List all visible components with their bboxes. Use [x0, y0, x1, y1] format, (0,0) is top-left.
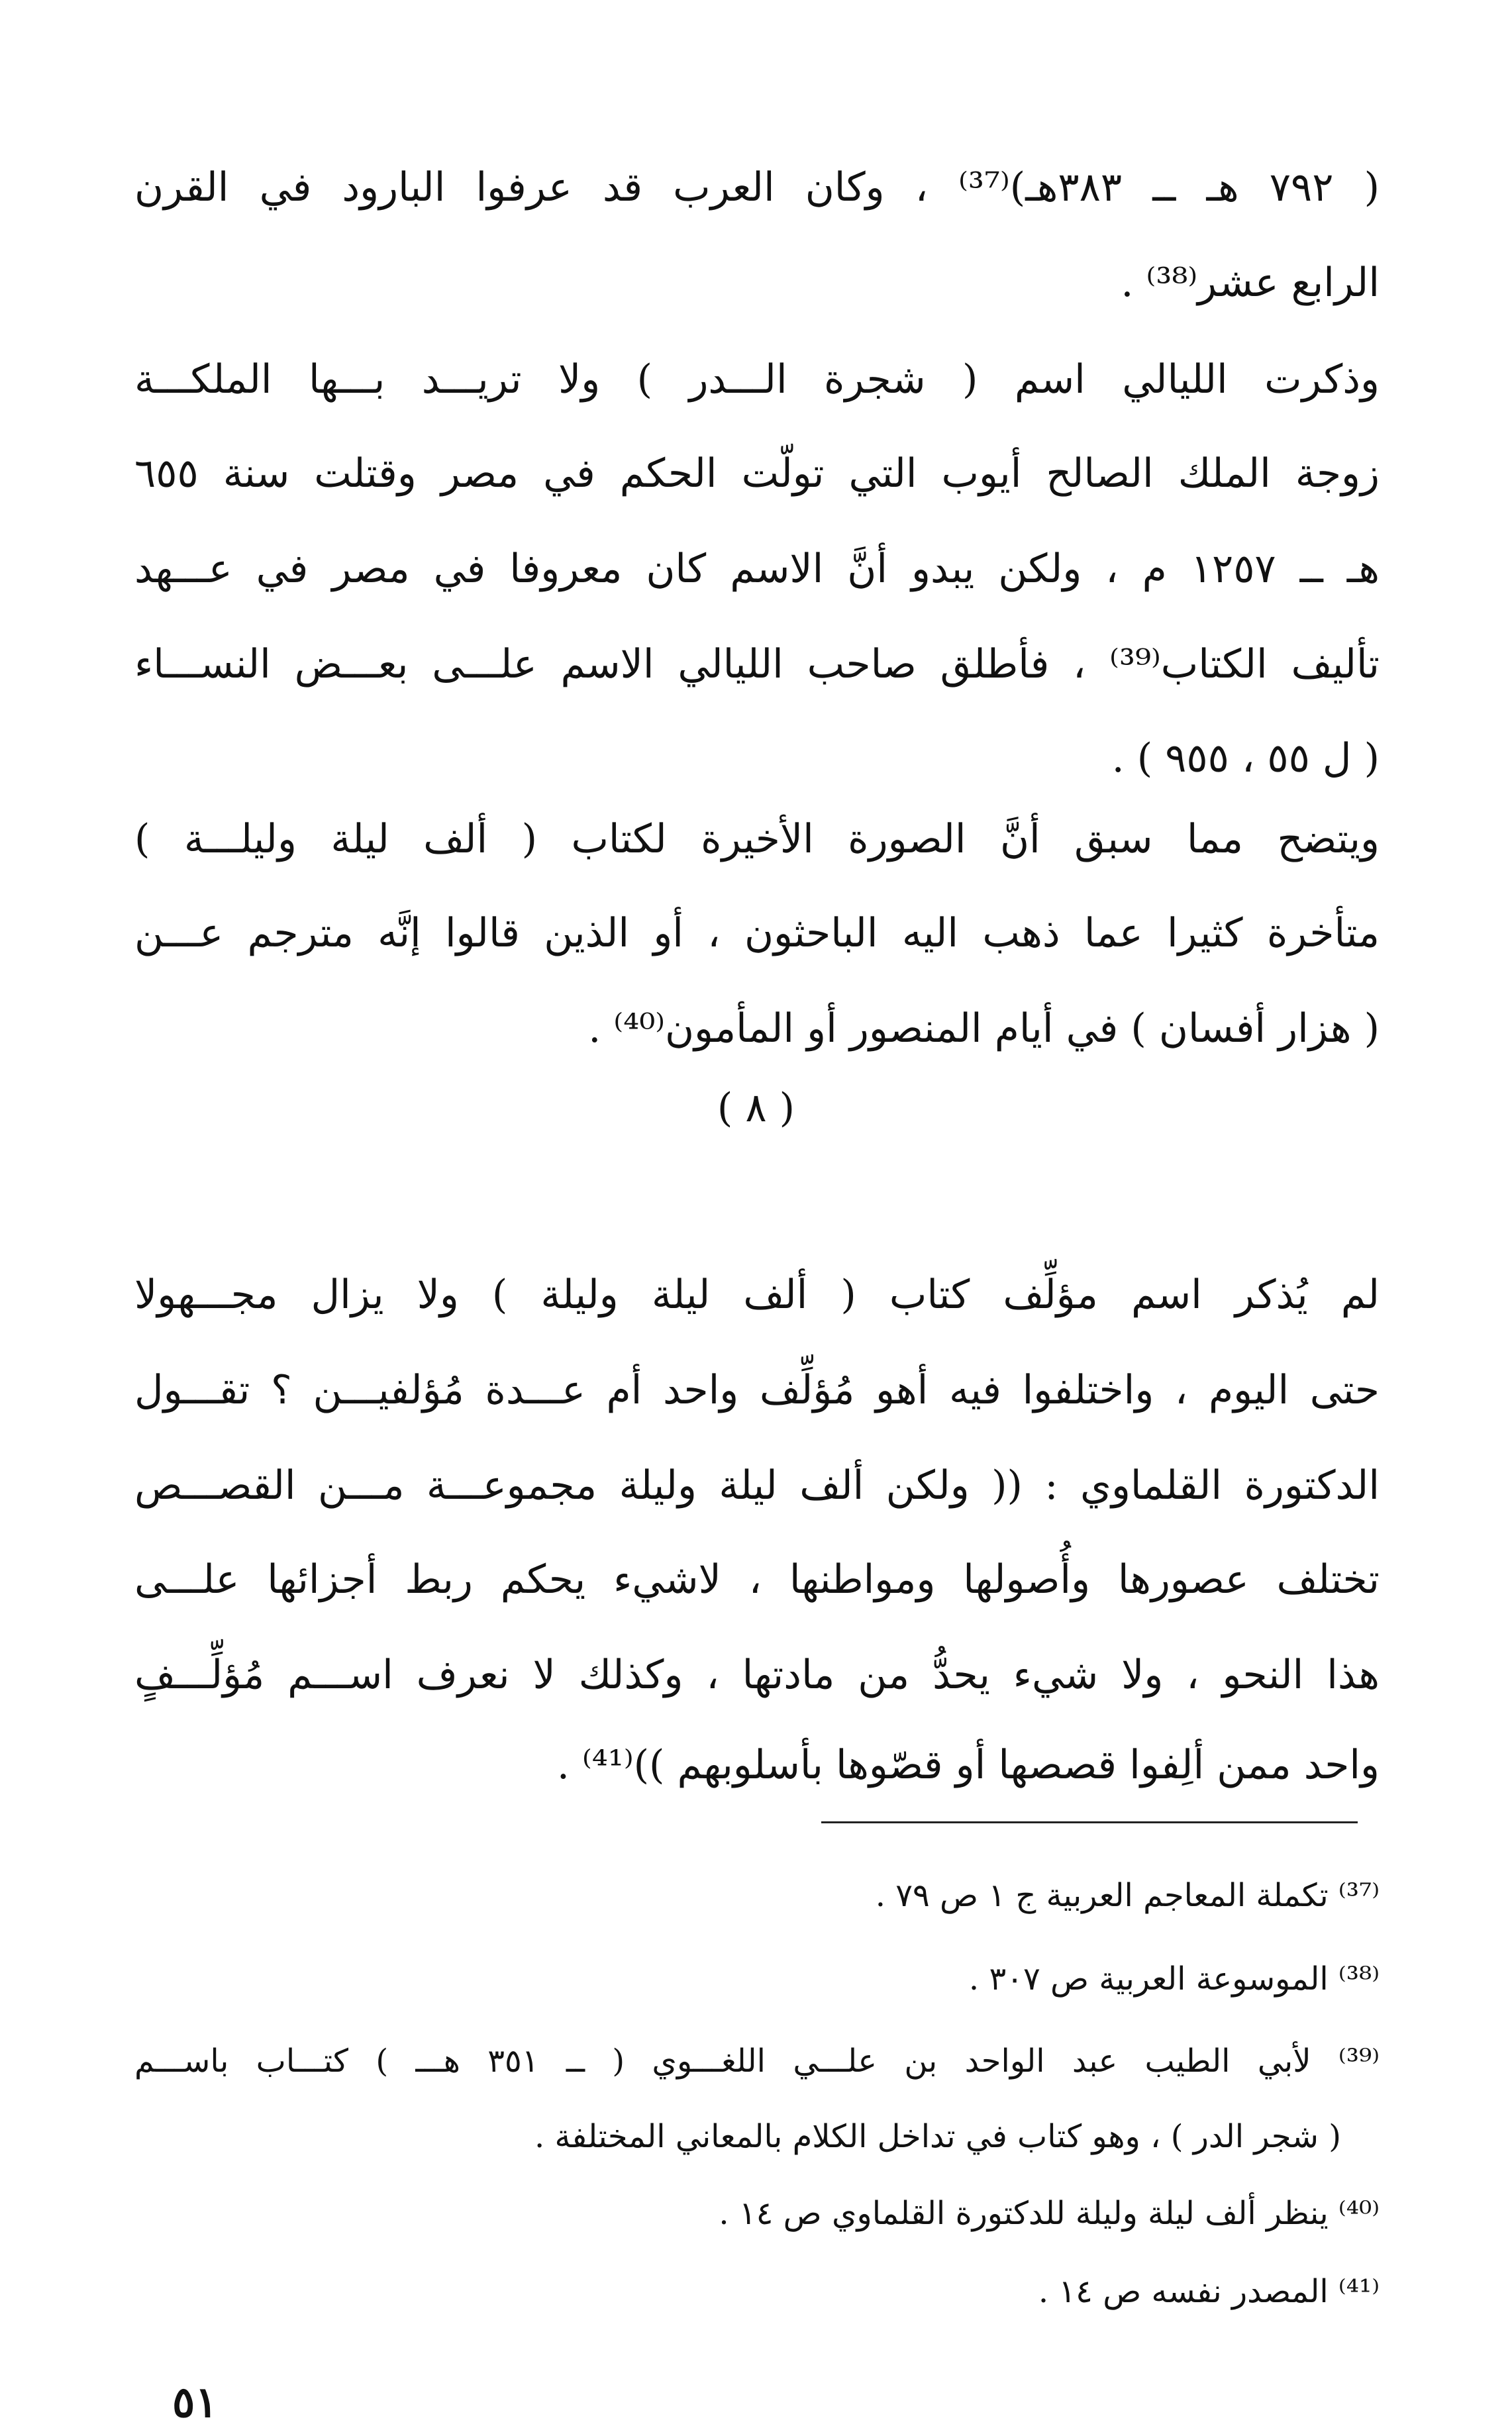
paragraph-4-line-3: الدكتورة القلماوي : (( ولكن ألف ليلة وليلة مجموعـــة مـــن القصـــص — [134, 1462, 1380, 1509]
paragraph-2-line-4: تأليف الكتاب⁽³⁹⁾ ، فأطلق صاحب الليالي الاسم علـــى بعـــض النســـاء — [134, 641, 1380, 687]
paragraph-2-line-2: زوجة الملك الصالح أيوب التي تولّت الحكم في مصر وقتلت سنة ٦٥٥ — [134, 450, 1380, 497]
paragraph-4-line-2: حتى اليوم ، واختلفوا فيه أهو مُؤلِّف واحد أم عـــدة مُؤلفيـــن ؟ تقـــول — [134, 1367, 1380, 1413]
section-marker: ( ٨ ) — [717, 1085, 795, 1131]
footnote-39-line-2: ( شجر الدر ) ، وهو كتاب في تداخل الكلام بالمعاني المختلفة . — [534, 2118, 1341, 2155]
paragraph-2-line-1: وذكرت الليالي اسم ( شجرة الـــدر ) ولا تريـــد بـــها الملكـــة — [134, 356, 1380, 403]
paragraph-4-line-1: لم يُذكر اسم مؤلِّف كتاب ( ألف ليلة وليلة ) ولا يزال مجـــهولا — [134, 1272, 1380, 1318]
paragraph-4-line-4: تختلف عصورها وأُصولها ومواطنها ، لاشيء يحكم ربط أجزائها علـــى — [134, 1556, 1380, 1603]
paragraph-3-line-2: متأخرة كثيرا عما ذهب اليه الباحثون ، أو الذين قالوا إنَّه مترجم عـــن — [134, 910, 1380, 956]
footnote-37: ⁽³⁷⁾ تكملة المعاجم العربية ج ١ ص ٧٩ . — [875, 1877, 1380, 1914]
paragraph-4-line-6: واحد ممن ألِفوا قصصها أو قصّوها بأسلوبهم ))⁽⁴¹⁾ . — [556, 1742, 1380, 1788]
footnote-40: ⁽⁴⁰⁾ ينظر ألف ليلة وليلة للدكتورة القلماوي ص ١٤ . — [719, 2195, 1380, 2232]
paragraph-1-line-2: الرابع عشر⁽³⁸⁾ . — [1121, 260, 1380, 306]
paragraph-1-line-1: ( ٧٩٢ هـ ــ ٣٨٣هـ)⁽³⁷⁾ ، وكان العرب قد عرفوا البارود في القرن — [134, 164, 1380, 211]
paragraph-2-line-3: هـ ــ ١٢٥٧ م ، ولكن يبدو أنَّ الاسم كان معروفا في مصر في عـــهد — [134, 546, 1380, 592]
paragraph-4-line-5: هذا النحو ، ولا شيء يحدُّ من مادتها ، وكذلك لا نعرف اســـم مُؤلِّـــفٍ — [134, 1652, 1380, 1698]
footnote-divider — [821, 1821, 1358, 1823]
paragraph-2-line-5: ( ل ٥٥ ، ٩٥٥ ) . — [1111, 735, 1380, 782]
paragraph-3-line-1: ويتضح مما سبق أنَّ الصورة الأخيرة لكتاب ( ألف ليلة وليلـــة ) — [134, 816, 1380, 862]
footnote-39-line-1: ⁽³⁹⁾ لأبي الطيب عبد الواحد بن علـــي اللغـــوي ( ــ ٣٥١ هـــ ) كتـــاب باســـم — [134, 2043, 1380, 2080]
footnote-38: ⁽³⁸⁾ الموسوعة العربية ص ٣٠٧ . — [968, 1960, 1380, 1998]
paragraph-3-line-3: ( هزار أفسان ) في أيام المنصور أو المأمون⁽⁴⁰⁾ . — [588, 1005, 1380, 1052]
page-number: ٥١ — [172, 2378, 218, 2427]
footnote-41: ⁽⁴¹⁾ المصدر نفسه ص ١٤ . — [1038, 2273, 1380, 2310]
